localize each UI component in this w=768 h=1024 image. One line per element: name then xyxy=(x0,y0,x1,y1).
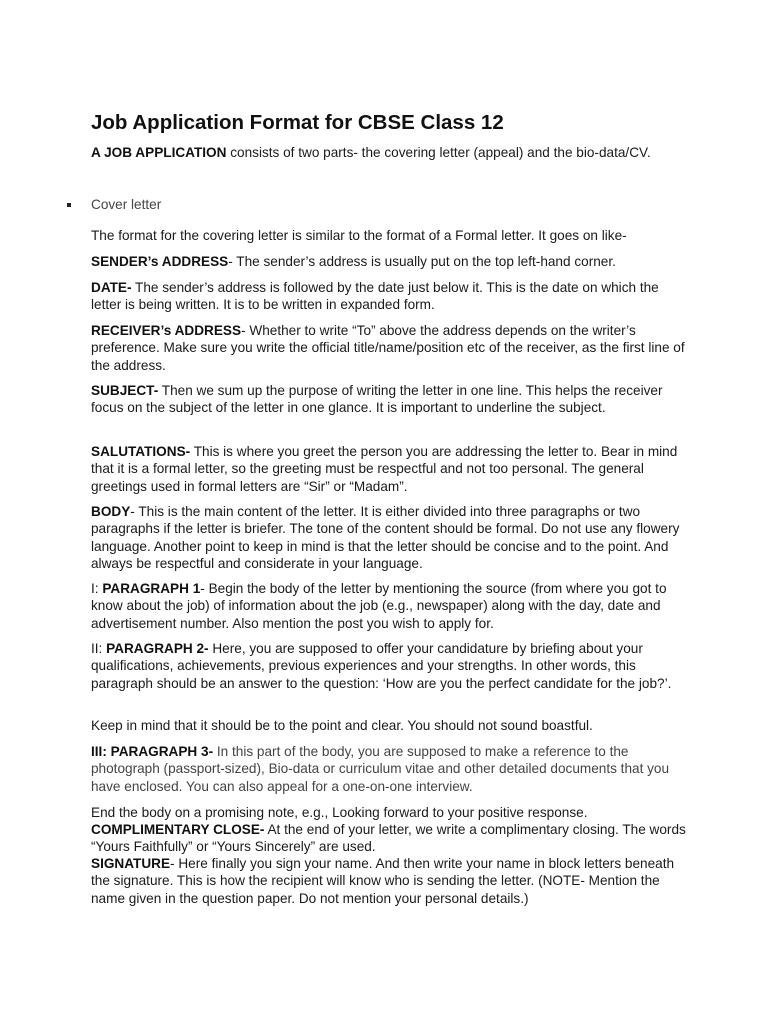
signature-paragraph xyxy=(91,855,691,907)
paragraph-1-description xyxy=(91,580,691,632)
subject-text: Then we sum up the purpose of writing the letter in one line. This helps the receiver focus on the subject of the letter in one glance. It is important to underline the subject. xyxy=(91,383,663,416)
complimentary-close-text: At the end of your letter, we write a complimentary closing. The words “Yours Faithfully” or “Yours Sincerely” are used. xyxy=(91,822,686,855)
format-intro-paragraph: The format for the covering letter is similar to the format of a Formal letter. It goes on like- xyxy=(91,228,627,243)
sender-address-paragraph xyxy=(91,253,691,270)
keep-in-mind-paragraph: Keep in mind that it should be to the point and clear. You should not sound boastful. xyxy=(91,718,593,733)
date-paragraph xyxy=(91,279,691,314)
body-label: BODY xyxy=(91,504,131,519)
paragraph-1-label: PARAGRAPH 1 xyxy=(102,581,201,596)
body-text: - This is the main content of the letter. It is either divided into three paragraphs or two paragraphs if the letter is briefer. The tone of the content should be formal. Do not use any flowery language. Another point to keep in mind is that the letter should be concise and to the point. And always be respectful and considerate in your language. xyxy=(91,504,680,571)
page-title: Job Application Format for CBSE Class 12 xyxy=(91,111,504,134)
paragraph-1-prefix: I: xyxy=(91,581,103,596)
end-body-paragraph: End the body on a promising note, e.g., Looking forward to your positive response. xyxy=(91,805,588,820)
paragraph-2-text: Here, you are supposed to offer your candidature by briefing about your qualifications, achievements, previous experiences and your strengths. In other words, this paragraph should be an answer to the question: ‘How are you the perfect candidate for the job?’. xyxy=(91,641,672,691)
square-bullet-icon xyxy=(67,203,71,207)
paragraph-3-prefix: III: xyxy=(91,744,111,759)
receiver-text: - Whether to write “To” above the address depends on the writer’s preference. Make sure you write the official title/name/position etc of the receiver, as the first line of the address. xyxy=(91,323,685,373)
paragraph-2-prefix: II: xyxy=(91,641,107,656)
receiver-label: RECEIVER’s ADDRESS xyxy=(91,323,242,338)
paragraph-2-description xyxy=(91,640,691,692)
salutations-text: This is where you greet the person you are addressing the letter to. Bear in mind that it is a formal letter, so the greeting must be respectful and not too personal. The general greetings used in formal letters are “Sir” or “Madam”. xyxy=(91,444,678,494)
paragraph-1-text: - Begin the body of the letter by mentioning the source (from where you got to know about the job) of information about the job (e.g., newspaper) along with the day, date and advertisement number. Also mention the post you wish to apply for. xyxy=(91,581,667,631)
subject-paragraph xyxy=(91,382,691,417)
date-label: DATE- xyxy=(91,280,132,295)
intro-text: consists of two parts- the covering letter (appeal) and the bio-data/CV. xyxy=(226,145,651,160)
sender-label: SENDER’s ADDRESS xyxy=(91,254,229,269)
body-paragraph xyxy=(91,503,691,572)
salutations-label: SALUTATIONS- xyxy=(91,444,191,459)
intro-paragraph xyxy=(91,144,691,161)
bullet-text: Cover letter xyxy=(91,197,162,212)
paragraph-3-description xyxy=(91,743,691,795)
paragraph-3-label: PARAGRAPH 3- xyxy=(110,744,214,759)
paragraph-2-label: PARAGRAPH 2- xyxy=(106,641,209,656)
date-text: The sender’s address is followed by the date just below it. This is the date on which the letter is being written. It is to be written in expanded form. xyxy=(91,280,659,313)
receiver-address-paragraph xyxy=(91,322,691,374)
complimentary-close-label: COMPLIMENTARY CLOSE- xyxy=(91,822,265,837)
signature-text: - Here finally you sign your name. And then write your name in block letters beneath the signature. This is how the recipient will know who is sending the letter. (NOTE- Mention the name given in the question paper. Do not mention your personal details.) xyxy=(91,856,675,906)
sender-text: - The sender’s address is usually put on the top left-hand corner. xyxy=(228,254,616,269)
complimentary-close-paragraph xyxy=(91,821,691,856)
signature-label: SIGNATURE xyxy=(91,856,171,871)
intro-label: A JOB APPLICATION xyxy=(91,145,227,160)
salutations-paragraph xyxy=(91,443,691,495)
subject-label: SUBJECT- xyxy=(91,383,159,398)
bullet-list-item xyxy=(0,196,768,214)
paragraph-3-text: In this part of the body, you are supposed to make a reference to the photograph (passport-sized), Bio-data or curriculum vitae and other detailed documents that you have enclosed. You can also appeal for a one-on-one interview. xyxy=(91,744,670,794)
